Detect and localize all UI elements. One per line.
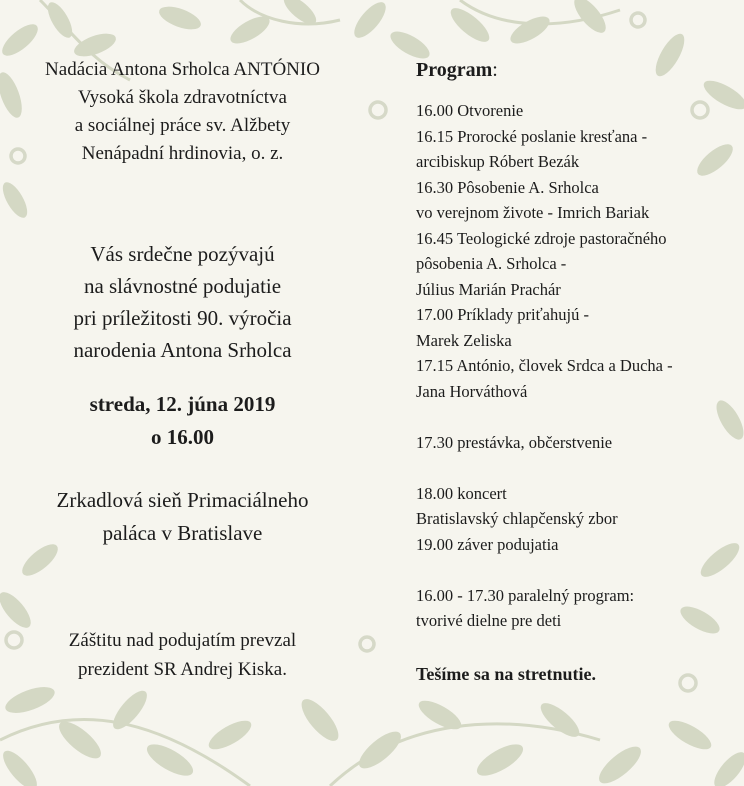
program-item: Jana Horváthová xyxy=(416,381,528,401)
program-item: 19.00 záver podujatia xyxy=(416,534,559,554)
invitation-text xyxy=(10,238,355,366)
program-item: 16.30 Pôsobenie A. Srholca xyxy=(416,177,599,197)
invitation-line: Vás srdečne pozývajú xyxy=(90,242,275,266)
organizer-line: Nenápadní hrdinovia, o. z. xyxy=(81,143,284,164)
program-item: 17.00 Príklady priťahujú - xyxy=(416,305,589,324)
organizer-line: Vysoká škola zdravotníctva xyxy=(78,87,287,108)
organizers-block xyxy=(10,56,355,168)
program-list xyxy=(416,98,741,659)
program-item: Bratislavský chlapčenský zbor xyxy=(416,509,618,528)
patronage-line: prezident SR Andrej Kiska. xyxy=(78,659,287,680)
invitation-line: na slávnostné podujatie xyxy=(83,274,282,298)
program-item: vo verejnom živote - Imrich Bariak xyxy=(416,203,650,222)
event-venue xyxy=(10,484,355,550)
closing-message: Tešíme sa na stretnutie. xyxy=(416,664,596,684)
program-item: 16.45 Teologické zdroje pastoračného xyxy=(416,228,667,248)
venue-line: paláca v Bratislave xyxy=(102,521,263,545)
venue-line: Zrkadlová sieň Primaciálneho xyxy=(56,488,309,512)
program-column xyxy=(416,56,741,687)
program-item: 17.15 António, človek Srdca a Ducha - xyxy=(416,356,673,375)
program-spacer xyxy=(416,634,741,660)
program-spacer xyxy=(416,557,741,583)
event-date xyxy=(10,388,355,454)
invitation-line: pri príležitosti 90. výročia xyxy=(73,306,292,330)
date-line: streda, 12. júna 2019 xyxy=(89,392,276,416)
program-item: Marek Zeliska xyxy=(416,330,512,350)
leaf-branch-icon xyxy=(156,0,433,64)
organizer-line: Nadácia Antona Srholca ANTÓNIO xyxy=(45,59,320,80)
organizer-line: a sociálnej práce sv. Alžbety xyxy=(74,115,291,136)
program-item: Július Marián Prachár xyxy=(416,279,561,299)
program-item: 16.15 Prorocké poslanie kresťana - xyxy=(416,126,648,146)
program-item: pôsobenia A. Srholca - xyxy=(416,254,567,273)
program-item: 16.00 - 17.30 paralelný program: xyxy=(416,585,635,605)
patronage-note xyxy=(10,626,355,684)
program-title xyxy=(416,56,741,84)
program-spacer xyxy=(416,455,741,481)
program-item: 18.00 koncert xyxy=(416,483,507,503)
program-item: tvorivé dielne pre deti xyxy=(416,611,562,630)
invitation-column xyxy=(10,56,355,684)
program-title-colon: : xyxy=(492,59,498,81)
program-title-text: Program xyxy=(416,59,493,81)
leaf-branch-icon xyxy=(0,682,255,786)
invitation-line: narodenia Antona Srholca xyxy=(73,338,292,362)
patronage-line: Záštitu nad podujatím prevzal xyxy=(68,630,297,651)
program-spacer xyxy=(416,404,741,430)
program-item: arcibiskup Róbert Bezák xyxy=(416,152,580,171)
program-item: 16.00 Otvorenie xyxy=(416,101,524,120)
program-item: 17.30 prestávka, občerstvenie xyxy=(416,432,613,452)
leaf-branch-icon xyxy=(296,694,744,786)
time-line: o 16.00 xyxy=(151,425,214,449)
